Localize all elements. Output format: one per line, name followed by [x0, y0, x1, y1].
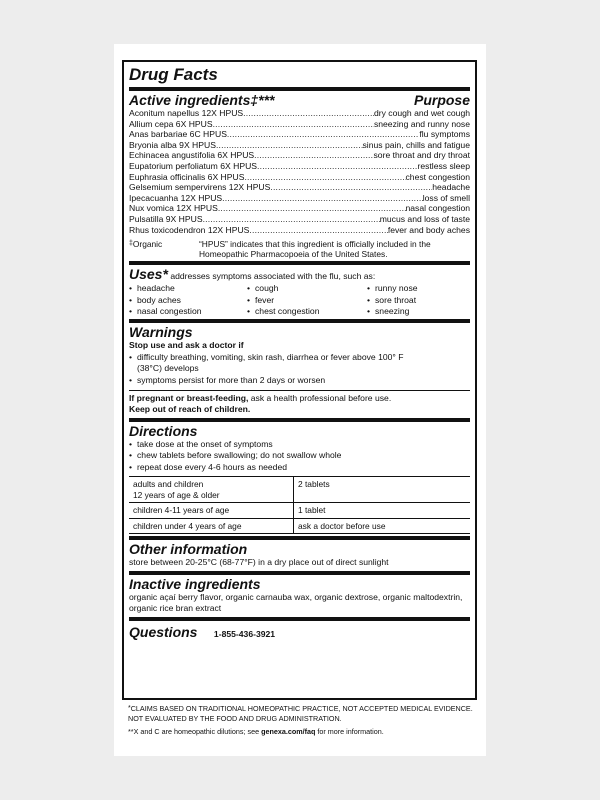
dilution-footnote: **X and C are homeopathic dilutions; see genexa.com/faq for more information. — [128, 727, 384, 737]
ingredient-name: Aconitum napellus 12X HPUS — [129, 108, 244, 118]
ingredient-purpose: headache — [432, 182, 470, 193]
ingredient-purpose: loss of smell — [422, 192, 470, 203]
ingredient-name: Ipecacuanha 12X HPUS — [129, 192, 223, 203]
use-item: • headache — [129, 283, 247, 294]
ingredient-purpose: sore throat and dry throat — [373, 150, 470, 161]
questions-section — [129, 617, 470, 644]
inactive-ingredients-text: organic açaí berry flavor, organic carnauba wax, organic dextrose, organic maltodextrin, organic rice bran extract — [129, 591, 463, 614]
uses-grid — [129, 283, 470, 317]
warnings-section — [129, 319, 470, 417]
stop-use-heading: Stop use and ask a doctor if — [129, 340, 244, 351]
claims-footnote: *CLAIMS BASED ON TRADITIONAL HOMEOPATHIC PRACTICE, NOT ACCEPTED MEDICAL EVIDENCE. NOT EVALUATED BY THE FOOD AND DRUG ADMINISTRATION. — [128, 704, 473, 723]
use-item: • fever — [247, 295, 367, 306]
uses-intro: addresses symptoms associated with the flu, such as: — [170, 271, 376, 282]
ingredient-row — [129, 140, 470, 151]
use-item: • chest congestion — [247, 306, 367, 317]
ingredient-row — [129, 172, 470, 183]
footnotes — [128, 704, 476, 741]
active-ingredients-heading: Active ingredients‡*** — [129, 92, 275, 108]
pregnancy-warning: If pregnant or breast-feeding, ask a health professional before use. — [129, 390, 470, 404]
ingredient-purpose: dry cough and wet cough — [373, 108, 470, 118]
ingredient-name: Euphrasia officinalis 6X HPUS — [129, 171, 245, 182]
other-information-section — [129, 536, 470, 570]
dose-cell: 2 tablets — [294, 477, 471, 503]
ingredient-list — [129, 108, 470, 235]
ingredient-purpose: sneezing and runny nose — [373, 118, 470, 129]
purpose-heading: Purpose — [413, 92, 470, 108]
faq-link[interactable]: genexa.com/faq — [261, 727, 316, 737]
ingredient-name: Anas barbariae 6C HPUS — [129, 129, 227, 140]
use-item: • runny nose — [367, 283, 470, 294]
dot-leader — [257, 161, 417, 172]
uses-header — [129, 266, 470, 283]
dot-leader — [222, 193, 423, 204]
use-item: • nasal congestion — [129, 306, 247, 317]
inactive-ingredients-heading: Inactive ingredients — [129, 575, 261, 592]
dot-leader — [270, 182, 432, 193]
ingredient-name: Eupatorium perfoliatum 6X HPUS — [129, 160, 258, 171]
directions-section — [129, 418, 470, 537]
ingredient-name: Bryonia alba 9X HPUS — [129, 139, 216, 150]
inactive-ingredients-section — [129, 571, 470, 617]
dot-leader — [218, 203, 406, 214]
age-group-cell: adults and children 12 years of age & older — [129, 477, 294, 503]
ingredient-row — [129, 108, 470, 119]
ingredient-purpose: nasal congestion — [405, 203, 470, 214]
dot-leader — [249, 225, 387, 236]
dose-cell: 1 tablet — [294, 503, 471, 519]
ingredient-row — [129, 129, 470, 140]
keep-out-of-reach: Keep out of reach of children. — [129, 404, 251, 415]
ingredient-row — [129, 150, 470, 161]
ingredient-row — [129, 225, 470, 236]
ingredient-purpose: mucus and loss of taste — [379, 213, 470, 224]
ingredient-name: Echinacea angustifolia 6X HPUS — [129, 150, 255, 161]
dot-leader — [254, 150, 373, 161]
ingredient-name: Gelsemium sempervirens 12X HPUS — [129, 182, 271, 193]
ingredient-purpose: fever and body aches — [387, 224, 470, 235]
ingredient-row — [129, 161, 470, 172]
table-row — [129, 477, 470, 503]
ingredient-name: Nux vomica 12X HPUS — [129, 203, 218, 214]
dot-leader — [216, 140, 363, 151]
directions-heading: Directions — [129, 422, 198, 439]
direction-bullet: • take dose at the onset of symptoms — [129, 439, 470, 450]
table-row — [129, 503, 470, 519]
direction-bullet: • chew tablets before swallowing; do not swallow whole — [129, 450, 470, 461]
active-ingredients-header-row — [129, 92, 470, 108]
uses-heading: Uses* — [129, 266, 168, 283]
warning-bullet: • difficulty breathing, vomiting, skin rash, diarrhea or fever above 100° F (38°C) develops — [129, 351, 404, 374]
active-ingredients-section — [129, 87, 470, 261]
other-information-text: store between 20-25°C (68-77°F) in a dry place out of direct sunlight — [129, 557, 389, 568]
ingredient-purpose: restless sleep — [417, 160, 470, 171]
drug-facts-panel — [122, 60, 477, 700]
ingredient-row — [129, 119, 470, 130]
ingredient-name: Rhus toxicodendron 12X HPUS — [129, 224, 250, 235]
ingredient-purpose: chest congestion — [405, 171, 470, 182]
ingredient-row — [129, 182, 470, 193]
dot-leader — [244, 172, 405, 183]
dot-leader — [203, 214, 380, 225]
use-item: • sneezing — [367, 306, 470, 317]
ingredient-name: Allium cepa 6X HPUS — [129, 118, 213, 129]
uses-section — [129, 261, 470, 319]
ingredient-purpose: sinus pain, chills and fatigue — [362, 139, 470, 150]
ingredient-row — [129, 193, 470, 204]
ingredient-name: Pulsatilla 9X HPUS — [129, 213, 203, 224]
ingredient-row — [129, 214, 470, 225]
drug-facts-header — [129, 62, 470, 87]
hpus-note — [129, 239, 470, 259]
dot-leader — [227, 129, 419, 140]
dose-cell: ask a doctor before use — [294, 518, 471, 534]
dosage-table — [129, 476, 470, 534]
hpus-note-text: “HPUS” indicates that this ingredient is officially included in the Homeopathic Pharmacopoeia of the United States. — [199, 239, 431, 260]
drug-facts-title: Drug Facts — [129, 65, 218, 84]
use-item: • cough — [247, 283, 367, 294]
use-item: • sore throat — [367, 295, 470, 306]
other-information-heading: Other information — [129, 541, 248, 558]
dot-leader — [213, 119, 374, 130]
questions-phone: 1-855-436-3921 — [213, 628, 276, 639]
organic-legend: ‡Organic — [129, 239, 163, 250]
ingredient-row — [129, 203, 470, 214]
questions-heading: Questions — [129, 623, 198, 640]
warnings-heading: Warnings — [129, 324, 193, 341]
table-row — [129, 518, 470, 534]
age-group-cell: children 4-11 years of age — [129, 503, 294, 519]
use-item: • body aches — [129, 295, 247, 306]
direction-bullet: • repeat dose every 4-6 hours as needed — [129, 462, 470, 473]
warning-bullet: • symptoms persist for more than 2 days or worsen — [129, 374, 326, 385]
ingredient-purpose: flu symptoms — [419, 129, 470, 140]
dot-leader — [243, 108, 374, 119]
age-group-cell: children under 4 years of age — [129, 518, 294, 534]
